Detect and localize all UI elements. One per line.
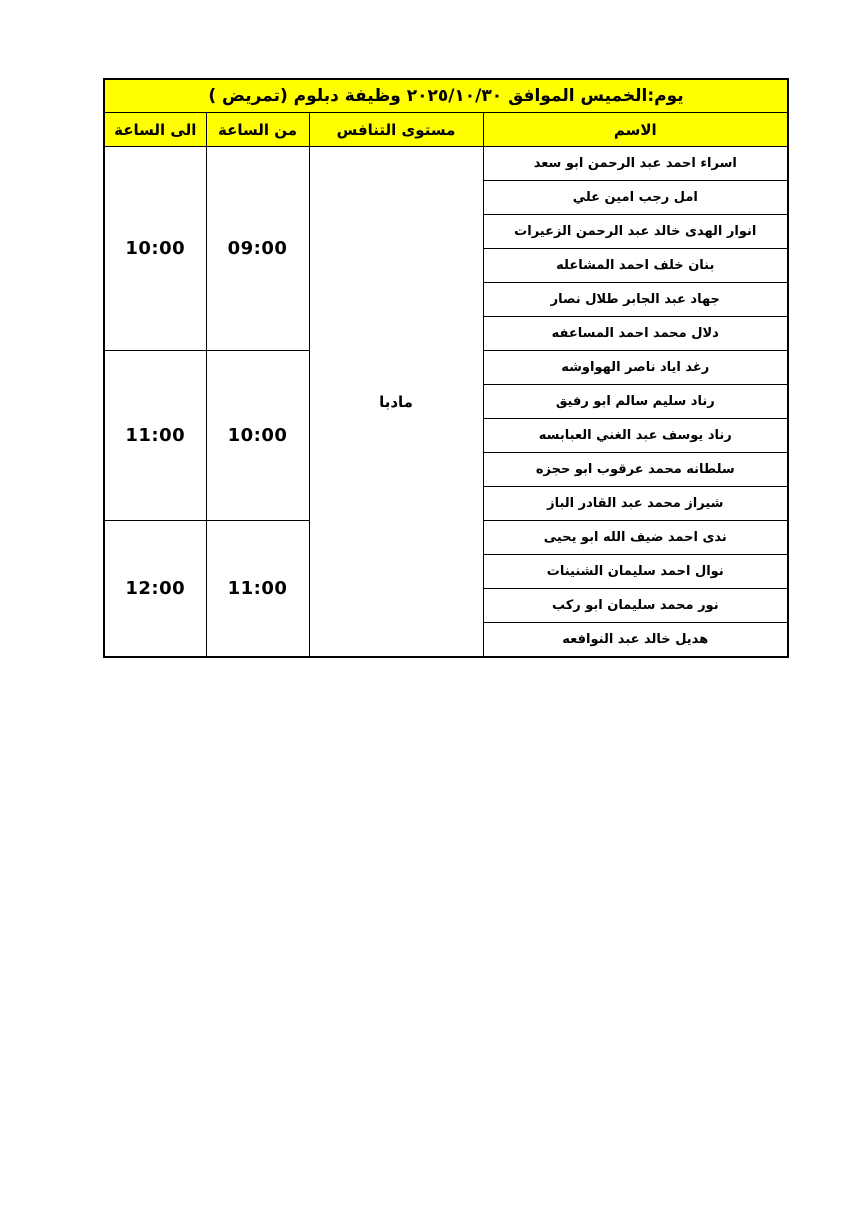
column-header-competition-level: مستوى التنافس (309, 113, 483, 147)
name-cell: اسراء احمد عبد الرحمن ابو سعد (483, 147, 788, 181)
from-hour-cell: 10:00 (206, 351, 309, 521)
from-hour-cell: 09:00 (206, 147, 309, 351)
header-row (104, 113, 788, 147)
table-row (104, 147, 788, 181)
name-cell: هديل خالد عبد النوافعه (483, 623, 788, 658)
title-row (104, 79, 788, 113)
schedule-table (103, 78, 789, 658)
column-header-to-hour: الى الساعة (104, 113, 206, 147)
name-cell: دلال محمد احمد المساعفه (483, 317, 788, 351)
table-title: يوم:الخميس الموافق ٢٠٢٥/١٠/٣٠ وظيفة دبلوم (تمريض ) (104, 79, 788, 113)
name-cell: رغد اياد ناصر الهواوشه (483, 351, 788, 385)
competition-level-cell: مادبا (309, 147, 483, 658)
name-cell: جهاد عبد الجابر طلال نصار (483, 283, 788, 317)
name-cell: سلطانه محمد عرقوب ابو حجزه (483, 453, 788, 487)
to-hour-cell: 11:00 (104, 351, 206, 521)
name-cell: شيراز محمد عبد القادر الباز (483, 487, 788, 521)
from-hour-cell: 11:00 (206, 521, 309, 658)
to-hour-cell: 10:00 (104, 147, 206, 351)
to-hour-cell: 12:00 (104, 521, 206, 658)
name-cell: انوار الهدى خالد عبد الرحمن الزعيرات (483, 215, 788, 249)
name-cell: نوال احمد سليمان الشنينات (483, 555, 788, 589)
name-cell: بنان خلف احمد المشاعله (483, 249, 788, 283)
name-cell: ندى احمد ضيف الله ابو يحيى (483, 521, 788, 555)
name-cell: رناد سليم سالم ابو رفيق (483, 385, 788, 419)
column-header-name: الاسم (483, 113, 788, 147)
name-cell: رناد يوسف عبد الغني العبابسه (483, 419, 788, 453)
column-header-from-hour: من الساعة (206, 113, 309, 147)
name-cell: امل رجب امين علي (483, 181, 788, 215)
name-cell: نور محمد سليمان ابو ركب (483, 589, 788, 623)
